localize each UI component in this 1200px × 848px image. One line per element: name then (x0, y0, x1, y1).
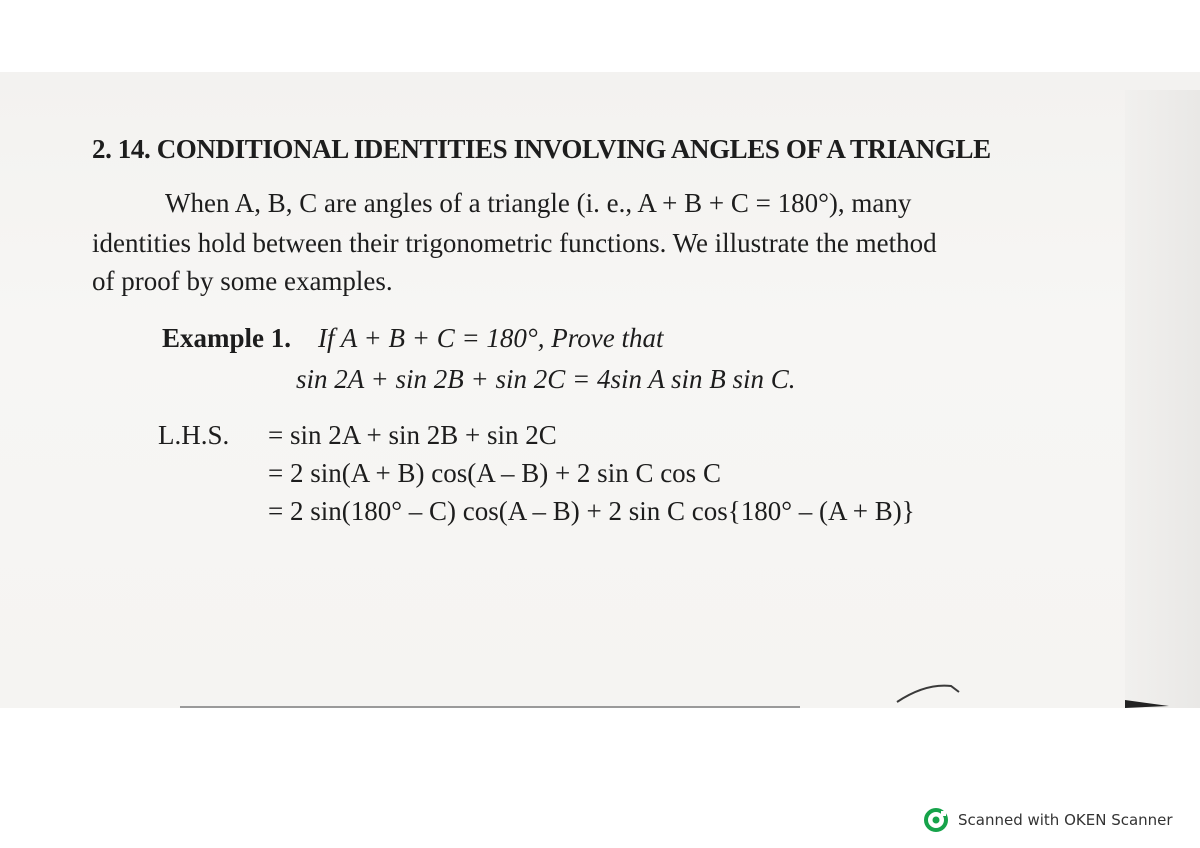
scanner-watermark-text: Scanned with OKEN Scanner (958, 811, 1173, 829)
section-heading: 2. 14. CONDITIONAL IDENTITIES INVOLVING ANGLES OF A TRIANGLE (92, 134, 991, 164)
pen-stroke-mark (895, 682, 965, 704)
example-statement: If A + B + C = 180°, Prove that (318, 323, 664, 353)
example-line (162, 323, 663, 354)
page-edge-shadow (1125, 90, 1200, 708)
example-formula: sin 2A + sin 2B + sin 2C = 4sin A sin B sin C. (296, 364, 796, 394)
proof-line-3: = 2 sin(180° – C) cos(A – B) + 2 sin C cos{180° – (A + B)} (268, 496, 915, 526)
scanner-watermark (924, 808, 1173, 832)
lhs-label: L.H.S. (158, 420, 230, 450)
page-corner-mark (1125, 700, 1169, 708)
intro-line-2: identities hold between their trigonometric functions. We illustrate the method (92, 228, 937, 258)
oken-scanner-logo-icon (924, 808, 948, 832)
intro-line-1: When A, B, C are angles of a triangle (i. e., A + B + C = 180°), many (165, 188, 912, 218)
intro-line-3: of proof by some examples. (92, 266, 393, 296)
proof-line-1: = sin 2A + sin 2B + sin 2C (268, 420, 557, 450)
example-label: Example 1. (162, 323, 292, 353)
page-bottom-rule (180, 706, 800, 708)
proof-line-2: = 2 sin(A + B) cos(A – B) + 2 sin C cos C (268, 458, 721, 488)
